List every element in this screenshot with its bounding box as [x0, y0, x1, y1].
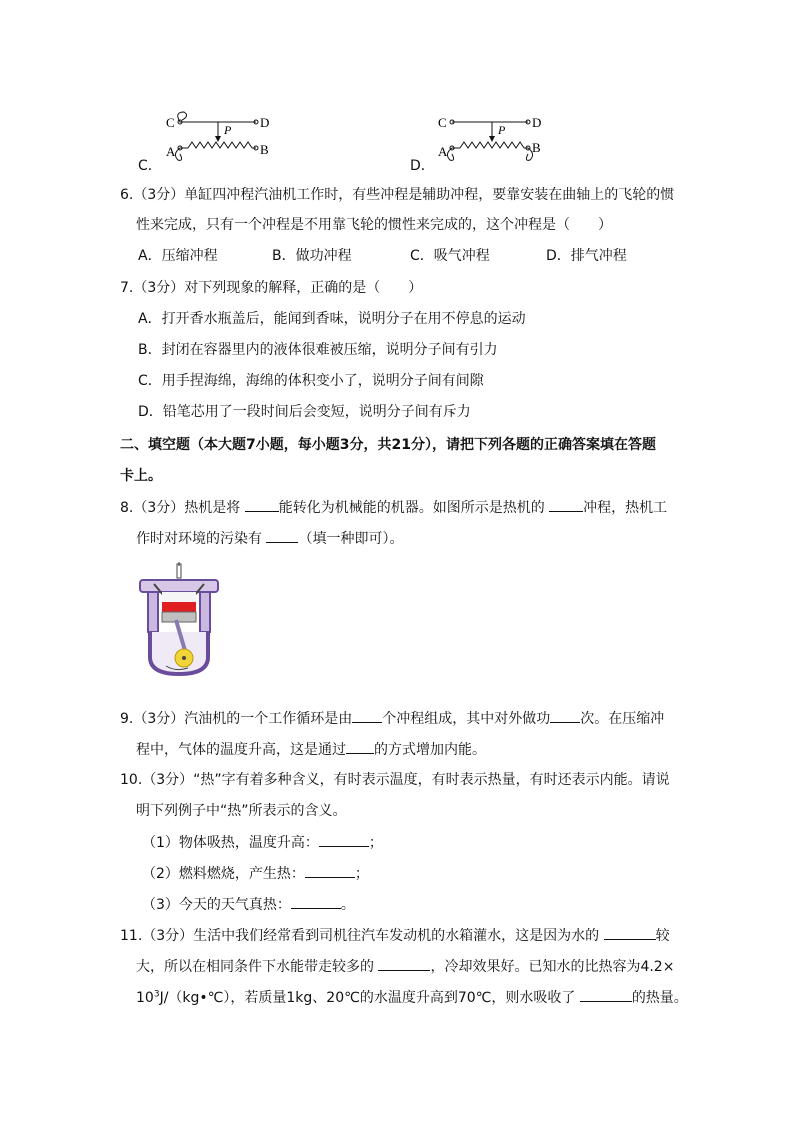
q11-blank-1[interactable] [604, 925, 656, 940]
q11-line3: $10^3J/(kg•℃)$，若质量1kg、20℃的水温度升高到70℃，则水吸收了 的热量。 [136, 987, 688, 1008]
q10-blank-3[interactable] [291, 894, 341, 909]
q7-option-a: A．打开香水瓶盖后，能闻到香味，说明分子在用不停息的运动 [138, 311, 526, 327]
slider-p-label: P [224, 123, 232, 137]
q8-line2: 作时对环境的污染有 （填一种即可）。 [136, 528, 403, 549]
q8-blank-3[interactable] [266, 528, 298, 543]
option-c-letter: C． [138, 158, 162, 174]
q8-blank-1[interactable] [245, 497, 279, 512]
q9-line2: 程中，气体的温度升高，这是通过 的方式增加内能。 [136, 739, 486, 760]
q11-blank-3[interactable] [580, 987, 632, 1002]
q11-line1: 11.（3分）生活中我们经常看到司机往汽车发动机的水箱灌水，这是因为水的 较 [120, 925, 670, 946]
q7-option-d: D．铅笔芯用了一段时间后会变短，说明分子间有斥力 [138, 404, 471, 420]
q10-blank-2[interactable] [305, 863, 355, 878]
terminal-a-label: A [438, 144, 448, 159]
q6-line2: 性来完成，只有一个冲程是不用靠飞轮的惯性来完成的，这个冲程是（ ） [136, 217, 612, 233]
q8-line1: 8.（3分）热机是将 能转化为机械能的机器。如图所示是热机的 冲程，热机工 [120, 497, 667, 518]
q6-option-c: C．吸气冲程 [410, 248, 490, 264]
q10-line1: 10.（3分）“热”字有着多种含义，有时表示温度，有时表示热量，有时还表示内能。请说 [120, 772, 670, 788]
q10-blank-1[interactable] [319, 832, 369, 847]
q10-line2: 明下列例子中“热”所表示的含义。 [136, 803, 347, 819]
q6-line1: 6.（3分）单缸四冲程汽油机工作时，有些冲程是辅助冲程，要靠安装在曲轴上的飞轮的惯 [120, 187, 675, 203]
q10-item-2: （2）燃料燃烧，产生热： ； [142, 863, 369, 884]
q7-option-c: C．用手捏海绵，海绵的体积变小了，说明分子间有间隙 [138, 373, 484, 389]
terminal-b-label: B [532, 140, 541, 155]
q6-option-a: A．压缩冲程 [138, 248, 218, 264]
option-d-letter: D． [410, 158, 435, 174]
q7-option-b: B．封闭在容器里内的液体很难被压缩，说明分子间有引力 [138, 342, 498, 358]
q9-blank-3[interactable] [346, 739, 374, 754]
q10-item-1: （1）物体吸热，温度升高： ； [142, 832, 383, 853]
q9-line1: 9.（3分）汽油机的一个工作循环是由 个冲程组成，其中对外做功 次。在压缩冲 [120, 708, 664, 729]
q6-option-b: B．做功冲程 [272, 248, 352, 264]
section2-heading-line1: 二、填空题（本大题7小题，每小题3分，共21分），请把下列各题的正确答案填在答题 [120, 437, 656, 453]
q7-stem: 7.（3分）对下列现象的解释，正确的是（ ） [120, 280, 423, 296]
q11-blank-2[interactable] [378, 956, 430, 971]
q9-blank-1[interactable] [352, 708, 382, 723]
q8-blank-2[interactable] [549, 497, 583, 512]
terminal-d-label: D [532, 115, 542, 130]
section2-heading-line2: 卡上。 [120, 468, 162, 484]
engine-cylinder-figure [136, 562, 222, 677]
engine-diagram [136, 562, 222, 677]
q9-blank-2[interactable] [550, 708, 580, 723]
terminal-b-label: B [260, 142, 269, 157]
q11-line2: 大，所以在相同条件下水能带走较多的 ，冷却效果好。已知水的比热容为4.2× [136, 956, 674, 977]
q6-option-d: D．排气冲程 [546, 248, 627, 264]
terminal-c-label: C [438, 115, 447, 130]
q10-item-3: （3）今天的天气真热： 。 [142, 894, 355, 915]
terminal-c-label: C [166, 115, 175, 130]
slider-p-label: P [498, 123, 506, 137]
terminal-d-label: D [260, 115, 270, 130]
terminal-a-label: A [166, 144, 176, 159]
